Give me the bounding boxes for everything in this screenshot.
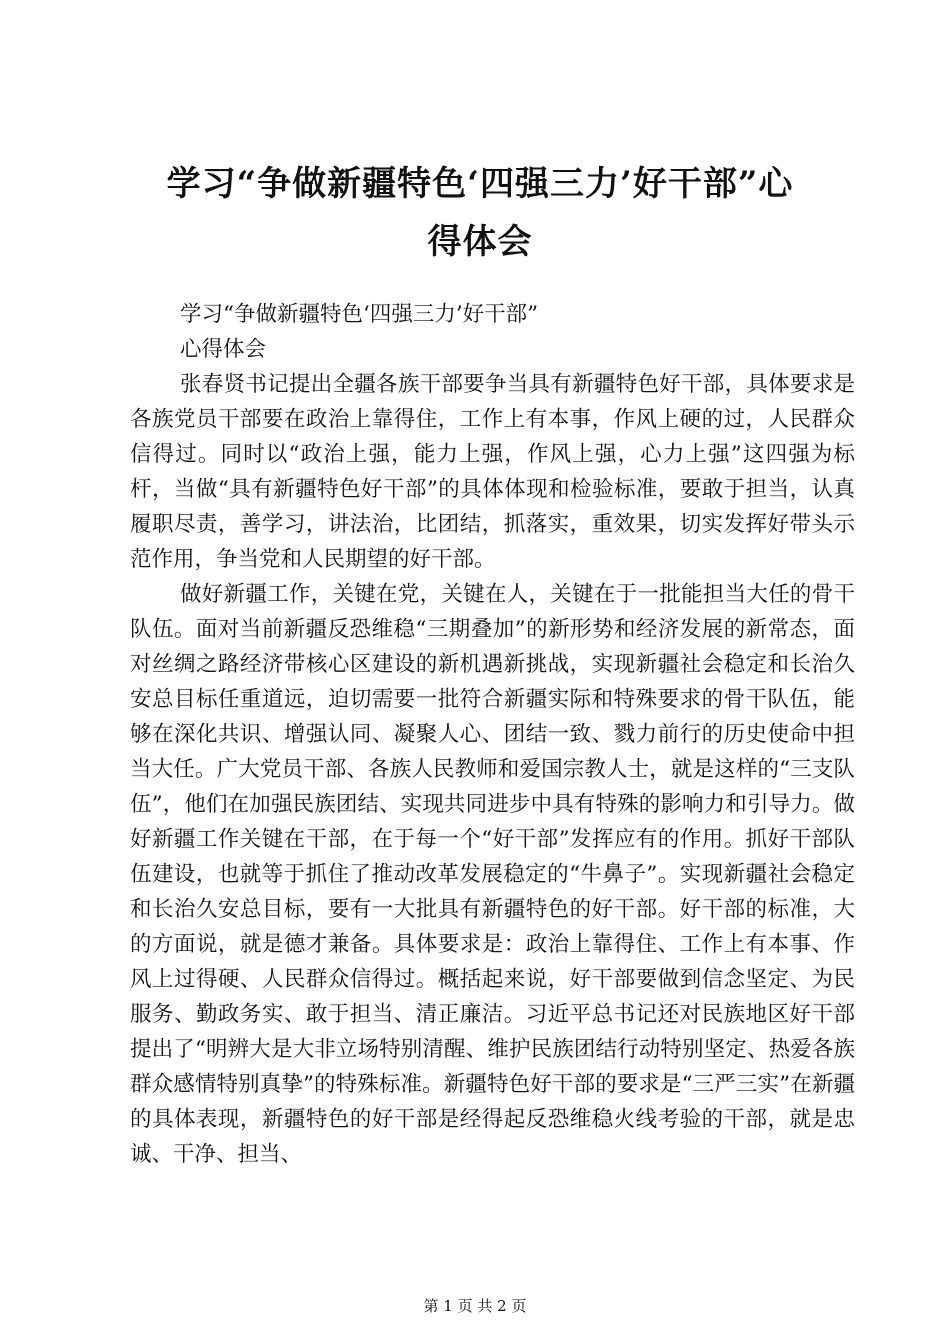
subtitle-line-2: 心得体会 [180, 337, 267, 362]
body-paragraph-2: 做好新疆工作，关键在党，关键在人，关键在于一批能担当大任的骨干队伍。面对当前新疆反恐维稳“三期叠加”的新形势和经济发展的新常态，面对丝绸之路经济带核心区建设的新机遇新挑战，实现新疆社会稳定和长治久安总目标任重道远，迫切需要一批符合新疆实际和特殊要求的骨干队伍，能够在深化共识、增强认同、凝聚人心、团结一致、戮力前行的历史使命中担当大任。广大党员干部、各族人民教师和爱国宗教人士，就是这样的“三支队伍”，他们在加强民族团结、实现共同进步中具有特殊的影响力和引导力。做好新疆工作关键在干部，在于每一个“好干部”发挥应有的作用。抓好干部队伍建设，也就等于抓住了推动改革发展稳定的“牛鼻子”。实现新疆社会稳定和长治久安总目标，要有一大批具有新疆特色的好干部。好干部的标准，大的方面说，就是德才兼备。具体要求是：政治上靠得住、工作上有本事、作风上过得硬、人民群众信得过。概括起来说，好干部要做到信念坚定、为民服务、勤政务实、敢于担当、清正廉洁。习近平总书记还对民族地区好干部提出了“明辨大是大非立场特别清醒、维护民族团结行动特别坚定、热爱各族群众感情特别真挚”的特殊标准。新疆特色好干部的要求是“三严三实”在新疆的具体表现，新疆特色的好干部是经得起反恐维稳火线考验的干部，就是忠诚、干净、担当、 [130, 582, 855, 1167]
document-title-line-1: 学习“争做新疆特色‘四强三力’好干部”心 [166, 164, 794, 204]
subtitle-line-1: 学习“争做新疆特色‘四强三力’好干部” [180, 302, 539, 327]
body-paragraph-1: 张春贤书记提出全疆各族干部要争当具有新疆特色好干部，具体要求是各族党员干部要在政治上靠得住，工作上有本事，作风上硬的过，人民群众信得过。同时以“政治上强，能力上强，作风上强，心力上强”这四强为标杆，当做“具有新疆特色好干部”的具体体现和检验标准，要敢于担当，认真履职尽责，善学习，讲法治，比团结，抓落实，重效果，切实发挥好带头示范作用，争当党和人民期望的好干部。 [130, 372, 855, 572]
document-body [130, 297, 855, 1172]
document-title-line-2: 得体会 [427, 222, 533, 262]
page-footer: 第 1 页 共 2 页 [423, 1297, 527, 1315]
